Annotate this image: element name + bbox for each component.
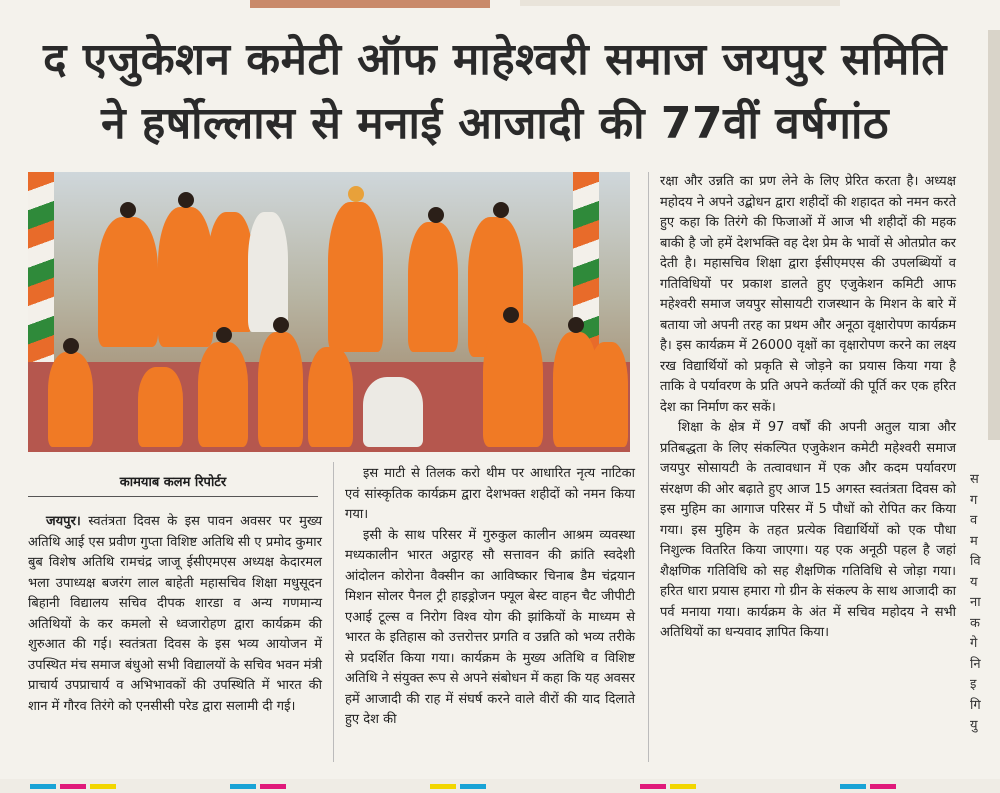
performer-head: [63, 338, 79, 354]
child-performer: [258, 332, 303, 447]
child-performer: [588, 342, 628, 447]
child-performer: [308, 347, 353, 447]
performer-figure: [248, 212, 288, 332]
edge-fragment: य: [970, 574, 978, 590]
flag-pole-left: [28, 172, 54, 372]
headline-line-2: ने हर्षोल्लास से मनाई आजादी की 77वीं वर्षगांठ: [101, 98, 889, 149]
byline: कामयाब कलम रिपोर्टर: [28, 472, 318, 497]
adjacent-article-edge: [970, 470, 1000, 770]
performer-head: [568, 317, 584, 333]
edge-fragments: [970, 470, 1000, 737]
child-performer: [483, 322, 543, 447]
performer-head: [216, 327, 232, 343]
edge-fragment: स: [970, 472, 979, 487]
article-column-3: [660, 172, 956, 644]
page-headline: [30, 28, 960, 156]
edge-fragment: म: [970, 533, 978, 549]
performer-head: [493, 202, 509, 218]
top-photo-strip: [250, 0, 490, 8]
performer-figure: [208, 212, 253, 332]
registration-mark: [230, 784, 256, 789]
print-registration-bar: [0, 779, 1000, 793]
registration-mark: [460, 784, 486, 789]
performer-head: [428, 207, 444, 223]
column-2-paragraph-1: इस माटी से तिलक करो थीम पर आधारित नृत्य नाटिका एवं सांस्कृतिक कार्यक्रम द्वारा देशभक्त शहीदों को नमन किया गया।: [345, 466, 635, 522]
edge-fragment: ना: [970, 595, 981, 610]
edge-fragment: यु: [970, 718, 978, 733]
registration-mark: [870, 784, 896, 789]
performer-figure: [98, 217, 158, 347]
dateline: जयपुर।: [46, 514, 81, 529]
performer-head: [503, 307, 519, 323]
kneeling-figure: [363, 377, 423, 447]
column-3-paragraph-2: शिक्षा के क्षेत्र में 97 वर्षों की अपनी अतुल यात्रा और प्रतिबद्धता के लिए संकल्पित एजुकेशन कमेटी महेश्वरी समाज जयपुर सोसायटी के तत्वावधान में एक और कदम पर्यावरण संरक्षण की ओर बढ़ाते हुए आज 15 अगस्त स्वतंत्रता दिवस को इस मुहिम का आगाज परिसर में 5 पौधों को रोपित कर किया गया। इस मुहिम के तहत प्रत्येक विद्यार्थियों को एक पौधा निशुल्क वितरित किया जाएगा। यह एक अनूठी पहल है जहां शैक्षणिक गतिविधि को सह शैक्षणिक गतिविधि से जोड़ा गया। हरित धारा प्रयास हमारा गो ग्रीन के संकल्प के साथ आजादी का पर्व मनाया गया। कार्यक्रम के अंत में सचिव महोदय ने सभी अतिथियों का धन्यवाद ज्ञापित किया।: [660, 420, 956, 640]
edge-fragment: वि: [970, 554, 981, 569]
edge-fragment: क: [970, 615, 980, 631]
performer-figure: [328, 202, 383, 352]
performer-head: [120, 202, 136, 218]
performer-head: [273, 317, 289, 333]
edge-fragment: व: [970, 513, 978, 528]
registration-mark: [90, 784, 116, 789]
edge-fragment: इ: [970, 677, 977, 692]
edge-fragment: ग: [970, 492, 978, 508]
performer-figure: [158, 207, 213, 347]
edge-fragment: गे: [970, 636, 978, 651]
headline-line-1: द एजुकेशन कमेटी ऑफ माहेश्वरी समाज जयपुर समिति: [43, 34, 947, 85]
article-column-2: [345, 464, 635, 731]
performer-head: [178, 192, 194, 208]
column-2-paragraph-2: इसी के साथ परिसर में गुरुकुल कालीन आश्रम व्यवस्था मध्यकालीन भारत अट्ठारह सौ सत्तावन की क्रांति स्वदेशी आंदोलन कोरोना वैक्सीन का आविष्कार चिनाब डैम चंद्रयान मिशन सोलर पैनल ट्री हाइड्रोजन फ्यूल बेस्ट वाहन चैट जीपीटी एआई टूल्स व निरोग विश्व योग की झांकियों के माध्यम से भारत के इतिहास को उत्तरोत्तर प्रगति व उन्नति को भव्य तरीके से प्रदर्शित किया गया। कार्यक्रम के मुख्य अतिथि व विशिष्ट अतिथि ने संयुक्त रूप से अपने संबोधन में कहा कि यह अवसर हमें आजादी की राह में संघर्ष करने वाले वीरों की याद दिलाते हुए देश की: [345, 527, 635, 727]
column-divider: [648, 172, 649, 762]
registration-mark: [30, 784, 56, 789]
registration-mark: [60, 784, 86, 789]
adjacent-photo-edge: [988, 30, 1000, 440]
top-text-strip: [520, 0, 840, 6]
registration-mark: [640, 784, 666, 789]
article-column-1: [28, 512, 322, 717]
registration-mark: [840, 784, 866, 789]
news-photo: [28, 172, 630, 452]
edge-fragment: गि: [970, 697, 981, 713]
registration-mark: [260, 784, 286, 789]
column-divider: [333, 462, 334, 762]
column-1-text: स्वतंत्रता दिवस के इस पावन अवसर पर मुख्य अतिथि आई एस प्रवीण गुप्ता विशिष्ट अतिथि सी ए प्रमोद कुमार बुब विशेष अतिथि रामचंद्र जाजू ईसीएमएस अध्यक्ष केदारमल भला उपाध्यक्ष बजरंग लाल बाहेती महासचिव शिक्षा मधुसूदन बिहानी विद्यालय सचिव दीपक शारडा व अन्य गणमान्य अतिथियों के कर कमलो से ध्वजारोहण द्वारा कार्यक्रम की शुरुआत की गई। स्वतंत्रता दिवस के इस भव्य आयोजन में उपस्थित मंच समाज बंधुओ सभी विद्यालयों के सचिव भवन मंत्री प्राचार्य उपप्राचार्य व अभिभावकों की उपस्थिति में भारत की शान में गौरव तिरंगे को एनसीसी परेड द्वारा सलामी दी गई।: [28, 514, 322, 714]
child-performer: [48, 352, 93, 447]
child-performer: [198, 342, 248, 447]
performer-figure: [408, 222, 458, 352]
child-performer: [138, 367, 183, 447]
edge-fragment: नि: [970, 656, 981, 672]
registration-mark: [670, 784, 696, 789]
performer-head: [348, 186, 364, 202]
column-3-paragraph-1: रक्षा और उन्नति का प्रण लेने के लिए प्रेरित करता है। अध्यक्ष महोदय ने अपने उद्बोधन द्वारा शहीदों की शहादत को नमन करते हुए कहा कि तिरंगे की फिजाओं में आज भी शहीदों की महक बाकी है जो हमें देशभक्ति वह देश प्रेम के भावों से ओतप्रोत कर देती है। महासचिव शिक्षा द्वारा ईसीएमएस की उपलब्धियों व गतिविधियों पर प्रकाश डालते हुए एजुकेशन कमिटी आफ महेश्वरी समाज जयपुर सोसायटी राजस्थान के मिशन के बारे में बताया जो अपनी तरह का प्रथम और अनूठा वृक्षारोपण कार्यक्रम है। इस कार्यक्रम में 26000 वृक्षों का वृक्षारोपण करने का लक्ष्य रख विद्यार्थियों को प्रकृति से जोड़ने का प्रयास किया गया है ताकि वे पर्यावरण के प्रति अपने कर्तव्यों की पूर्ति कर एक हरित देश का निर्माण कर सकें।: [660, 174, 956, 415]
registration-mark: [430, 784, 456, 789]
